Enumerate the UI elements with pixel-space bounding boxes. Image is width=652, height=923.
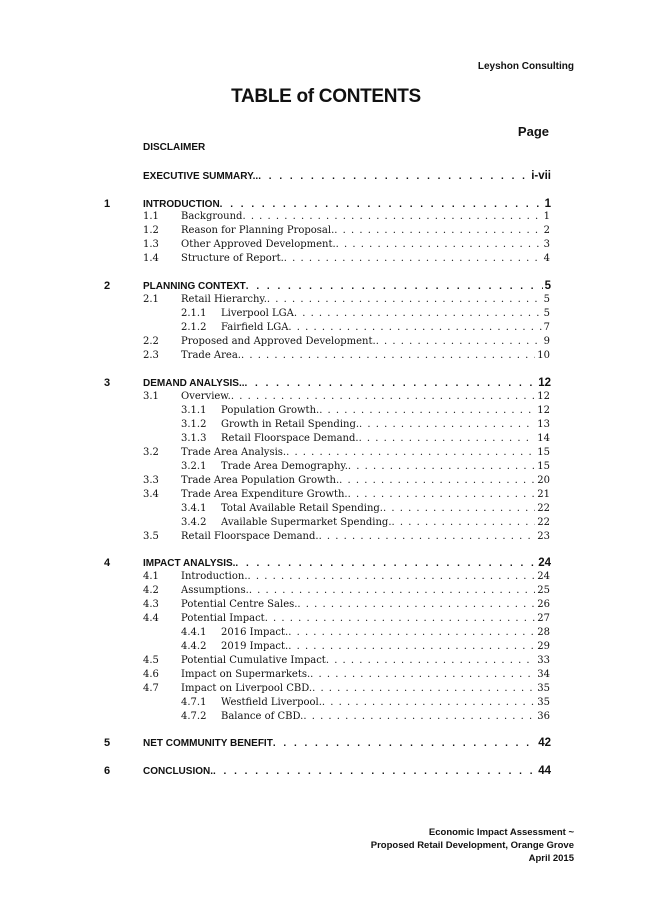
toc-entry-line: [143, 198, 551, 210]
toc-page-number: 27: [537, 613, 550, 624]
toc-subsection-number: 4.4.2: [181, 641, 207, 652]
toc-subsection-number: 1.4: [143, 253, 159, 264]
toc-page-number: 7: [543, 322, 550, 333]
toc-page-number: 10: [537, 350, 550, 361]
toc-entry-label: Impact on Supermarkets.: [181, 669, 311, 680]
toc-page-number: i-vii: [531, 170, 551, 182]
toc-entry-label: EXECUTIVE SUMMARY..: [143, 171, 259, 182]
toc-subsection-number: 3.2: [143, 447, 159, 458]
toc-entry-label: Reason for Planning Proposal.: [181, 225, 335, 236]
toc-section-number: 2: [104, 280, 111, 292]
toc-dot-leader: [297, 599, 535, 610]
toc-dot-leader: [288, 641, 535, 652]
toc-entry[interactable]: [0, 571, 652, 585]
toc-entry-label: Impact on Liverpool CBD.: [181, 683, 313, 694]
footer-line-1: Economic Impact Assessment ~: [428, 827, 574, 838]
toc-subsection-number: 1.2: [143, 225, 159, 236]
toc-entry-line: [221, 503, 550, 514]
toc-page-number: 44: [538, 765, 551, 777]
toc-page-number: 4: [543, 253, 550, 264]
toc-entry[interactable]: [0, 239, 652, 253]
toc-entry-label: Trade Area Population Growth.: [181, 475, 340, 486]
toc-entry[interactable]: [0, 585, 652, 599]
toc-entry[interactable]: [0, 253, 652, 267]
toc-entry-line: [221, 711, 550, 722]
toc-page-number: 24: [538, 557, 551, 569]
toc-page-number: 34: [537, 669, 550, 680]
toc-page-number: 5: [543, 294, 550, 305]
toc-entry-line: [221, 405, 550, 416]
toc-page-number: 42: [538, 737, 551, 749]
toc-page-number: 15: [537, 447, 550, 458]
toc-dot-leader: [319, 531, 536, 542]
toc-entry-line: [181, 253, 550, 264]
toc-entry-label: Fairfield LGA: [221, 322, 289, 333]
toc-page-number: 22: [537, 517, 550, 528]
toc-subsection-number: 1.1: [143, 211, 159, 222]
toc-entry-label: Proposed and Approved Development.: [181, 336, 376, 347]
toc-entry-line: [181, 683, 550, 694]
toc-subsection-number: 4.1: [143, 571, 159, 582]
toc-dot-leader: [348, 461, 535, 472]
toc-page-number: 25: [537, 585, 550, 596]
toc-entry-line: [181, 350, 550, 361]
toc-page-number: 35: [537, 697, 550, 708]
toc-page-number: 26: [537, 599, 550, 610]
toc-dot-leader: [334, 225, 541, 236]
toc-dot-leader: [246, 281, 543, 292]
toc-dot-leader: [245, 378, 537, 389]
toc-entry[interactable]: [0, 613, 652, 627]
toc-subsection-number: 3.3: [143, 475, 159, 486]
toc-entry-line: [181, 571, 550, 582]
toc-entry-line: [143, 170, 551, 182]
toc-entry-label: Westfield Liverpool.: [221, 697, 322, 708]
toc-subsection-number: 4.2: [143, 585, 159, 596]
toc-entry-label: Retail Floorspace Demand.: [181, 531, 319, 542]
toc-entry[interactable]: [0, 280, 652, 294]
toc-entry-line: [221, 308, 550, 319]
toc-entry-line: [143, 765, 551, 777]
toc-page-number: 3: [543, 239, 550, 250]
toc-entry-line: [143, 737, 551, 749]
toc-entry-line: [181, 613, 550, 624]
toc-page-number: 1: [544, 198, 551, 210]
toc-entry[interactable]: [0, 225, 652, 239]
toc-subsection-number: 4.4.1: [181, 627, 207, 638]
toc-entry-line: [181, 489, 550, 500]
toc-dot-leader: [303, 711, 535, 722]
toc-section-number: 1: [104, 198, 111, 210]
toc-entry-label: Introduction.: [181, 571, 248, 582]
toc-entry-line: [221, 517, 550, 528]
toc-dot-leader: [322, 697, 535, 708]
toc-entry-line: [143, 377, 551, 389]
toc-entry[interactable]: [0, 669, 652, 683]
toc-section-number: 6: [104, 765, 111, 777]
toc-dot-leader: [220, 199, 543, 210]
toc-entry[interactable]: [0, 198, 652, 212]
toc-entry-line: [181, 531, 550, 542]
disclaimer-entry: DISCLAIMER: [143, 142, 206, 153]
toc-entry[interactable]: [0, 517, 652, 531]
toc-entry[interactable]: [0, 599, 652, 613]
toc-entry-line: [143, 557, 551, 569]
toc-page-number: 15: [537, 461, 550, 472]
toc-entry-label: NET COMMUNITY BENEFIT: [143, 738, 273, 749]
page-title: TABLE of CONTENTS: [231, 86, 421, 107]
toc-dot-leader: [265, 613, 536, 624]
toc-entry[interactable]: [0, 557, 652, 571]
toc-page-number: 12: [537, 391, 550, 402]
toc-entry[interactable]: [0, 627, 652, 641]
toc-entry[interactable]: [0, 447, 652, 461]
toc-dot-leader: [258, 171, 529, 182]
toc-entry-line: [221, 322, 550, 333]
toc-dot-leader: [267, 294, 542, 305]
toc-page-number: 35: [537, 683, 550, 694]
footer-line-3: April 2015: [528, 853, 574, 864]
toc-entry-label: Potential Cumulative Impact: [181, 655, 326, 666]
toc-dot-leader: [339, 475, 535, 486]
toc-entry[interactable]: [0, 308, 652, 322]
toc-entry-line: [181, 294, 550, 305]
footer: [371, 826, 574, 865]
toc-subsection-number: 3.5: [143, 531, 159, 542]
toc-entry-line: [181, 655, 550, 666]
toc-entry[interactable]: [0, 765, 652, 779]
toc-entry[interactable]: [0, 489, 652, 503]
toc-page-number: 20: [537, 475, 550, 486]
toc-entry[interactable]: [0, 377, 652, 391]
toc-section-number: 3: [104, 377, 111, 389]
toc-dot-leader: [359, 419, 535, 430]
toc-page-number: 12: [538, 377, 551, 389]
toc-entry-label: Available Supermarket Spending.: [221, 517, 392, 528]
toc-entry-line: [143, 280, 551, 292]
toc-subsection-number: 1.3: [143, 239, 159, 250]
toc-page-number: 13: [537, 419, 550, 430]
toc-entry-label: Retail Hierarchy.: [181, 294, 267, 305]
toc-dot-leader: [376, 336, 542, 347]
toc-entry-line: [181, 669, 550, 680]
toc-entry[interactable]: [0, 475, 652, 489]
toc-subsection-number: 4.7.2: [181, 711, 207, 722]
toc-dot-leader: [231, 391, 535, 402]
toc-dot-leader: [312, 683, 535, 694]
toc-entry[interactable]: [0, 170, 652, 184]
toc-entry[interactable]: [0, 641, 652, 655]
toc-subsection-number: 3.2.1: [181, 461, 207, 472]
toc-entry-label: Balance of CBD.: [221, 711, 304, 722]
toc-dot-leader: [336, 239, 542, 250]
toc-entry-label: Background: [181, 211, 243, 222]
toc-dot-leader: [319, 405, 535, 416]
toc-entry-label: 2019 Impact.: [221, 641, 289, 652]
toc-dot-leader: [392, 517, 536, 528]
toc-subsection-number: 4.5: [143, 655, 159, 666]
toc-page-number: 5: [543, 308, 550, 319]
page-column-heading: Page: [517, 124, 549, 139]
toc-subsection-number: 3.1: [143, 391, 159, 402]
toc-page-number: 36: [537, 711, 550, 722]
toc-subsection-number: 3.4: [143, 489, 159, 500]
toc-entry-line: [181, 599, 550, 610]
toc-page-number: 23: [537, 531, 550, 542]
toc-entry-line: [221, 433, 550, 444]
toc-entry-line: [181, 585, 550, 596]
toc-entry[interactable]: [0, 503, 652, 517]
toc-entry-label: INTRODUCTION: [143, 199, 220, 210]
toc-page-number: 28: [537, 627, 550, 638]
toc-entry[interactable]: [0, 211, 652, 225]
toc-page-number: 14: [537, 433, 550, 444]
toc-entry-label: Trade Area Analysis.: [181, 447, 287, 458]
toc-subsection-number: 3.1.3: [181, 433, 207, 444]
toc-dot-leader: [241, 350, 535, 361]
toc-entry[interactable]: [0, 322, 652, 336]
toc-dot-leader: [273, 738, 536, 749]
toc-entry[interactable]: [0, 350, 652, 364]
toc-entry-line: [221, 419, 550, 430]
toc-dot-leader: [383, 503, 535, 514]
toc-entry[interactable]: [0, 461, 652, 475]
toc-section-number: 4: [104, 557, 111, 569]
toc-entry-label: CONCLUSION.: [143, 766, 213, 777]
toc-page-number: 5: [544, 280, 551, 292]
toc-dot-leader: [286, 447, 535, 458]
toc-dot-leader: [235, 558, 536, 569]
toc-entry-label: Trade Area.: [181, 350, 241, 361]
toc-entry-label: IMPACT ANALYSIS.: [143, 558, 236, 569]
toc-page-number: 24: [537, 571, 550, 582]
toc-dot-leader: [288, 322, 541, 333]
toc-entry-label: Growth in Retail Spending.: [221, 419, 360, 430]
toc-entry-label: DEMAND ANALYSIS..: [143, 378, 245, 389]
toc-entry[interactable]: [0, 683, 652, 697]
toc-subsection-number: 2.1: [143, 294, 159, 305]
toc-entry-label: 2016 Impact.: [221, 627, 289, 638]
toc-entry-line: [181, 211, 550, 222]
toc-subsection-number: 2.3: [143, 350, 159, 361]
toc-entry-label: Trade Area Demography.: [221, 461, 348, 472]
toc-entry-line: [181, 336, 550, 347]
toc-entry-line: [221, 461, 550, 472]
toc-dot-leader: [310, 669, 535, 680]
toc-page-number: 21: [537, 489, 550, 500]
toc-page-number: 29: [537, 641, 550, 652]
toc-section-number: 5: [104, 737, 111, 749]
toc-entry[interactable]: [0, 336, 652, 350]
toc-entry-label: PLANNING CONTEXT: [143, 281, 246, 292]
toc-subsection-number: 2.1.2: [181, 322, 207, 333]
toc-entry-label: Retail Floorspace Demand.: [221, 433, 359, 444]
toc-page-number: 12: [537, 405, 550, 416]
toc-subsection-number: 3.4.2: [181, 517, 207, 528]
toc-subsection-number: 4.6: [143, 669, 159, 680]
footer-line-2: Proposed Retail Development, Orange Grove: [370, 840, 574, 851]
toc-entry[interactable]: [0, 697, 652, 711]
toc-page-number: 22: [537, 503, 550, 514]
toc-subsection-number: 3.4.1: [181, 503, 207, 514]
toc-subsection-number: 3.1.1: [181, 405, 207, 416]
header-company: Leyshon Consulting: [477, 61, 574, 72]
toc-entry[interactable]: [0, 711, 652, 725]
toc-page-number: 33: [537, 655, 550, 666]
toc-entry-label: Structure of Report.: [181, 253, 284, 264]
toc-entry[interactable]: [0, 405, 652, 419]
toc-page-number: 9: [543, 336, 550, 347]
toc-entry-label: Population Growth.: [221, 405, 320, 416]
toc-dot-leader: [248, 571, 536, 582]
toc-entry-line: [221, 627, 550, 638]
toc-dot-leader: [284, 253, 542, 264]
toc-entry[interactable]: [0, 419, 652, 433]
toc-subsection-number: 4.7: [143, 683, 159, 694]
toc-dot-leader: [359, 433, 536, 444]
toc-dot-leader: [326, 655, 535, 666]
toc-entry[interactable]: [0, 294, 652, 308]
toc-subsection-number: 3.1.2: [181, 419, 207, 430]
toc-entry-label: Other Approved Development.: [181, 239, 336, 250]
toc-entry-label: Potential Impact: [181, 613, 265, 624]
toc-entry[interactable]: [0, 391, 652, 405]
toc-subsection-number: 2.1.1: [181, 308, 207, 319]
toc-subsection-number: 4.7.1: [181, 697, 207, 708]
toc-dot-leader: [348, 489, 536, 500]
toc-dot-leader: [294, 308, 542, 319]
toc-entry-label: Assumptions.: [181, 585, 249, 596]
toc-entry[interactable]: [0, 737, 652, 751]
toc-entry[interactable]: [0, 433, 652, 447]
toc-entry-line: [181, 447, 550, 458]
toc-subsection-number: 4.4: [143, 613, 159, 624]
toc-entry-line: [181, 239, 550, 250]
toc-entry-line: [181, 225, 550, 236]
toc-page-number: 2: [543, 225, 550, 236]
toc-entry-line: [221, 697, 550, 708]
toc-subsection-number: 2.2: [143, 336, 159, 347]
toc-dot-leader: [288, 627, 535, 638]
toc-entry-line: [181, 475, 550, 486]
toc-entry[interactable]: [0, 655, 652, 669]
toc-entry-line: [181, 391, 550, 402]
toc-entry-label: Total Available Retail Spending.: [221, 503, 383, 514]
toc-entry-label: Potential Centre Sales.: [181, 599, 298, 610]
toc-entry-line: [221, 641, 550, 652]
toc-page-number: 1: [543, 211, 550, 222]
toc-dot-leader: [213, 766, 536, 777]
toc-entry[interactable]: [0, 531, 652, 545]
toc-dot-leader: [249, 585, 535, 596]
toc-entry-label: Liverpool LGA: [221, 308, 294, 319]
toc-entry-label: Overview.: [181, 391, 231, 402]
toc-entry-label: Trade Area Expenditure Growth.: [181, 489, 348, 500]
toc-dot-leader: [242, 211, 541, 222]
toc-subsection-number: 4.3: [143, 599, 159, 610]
